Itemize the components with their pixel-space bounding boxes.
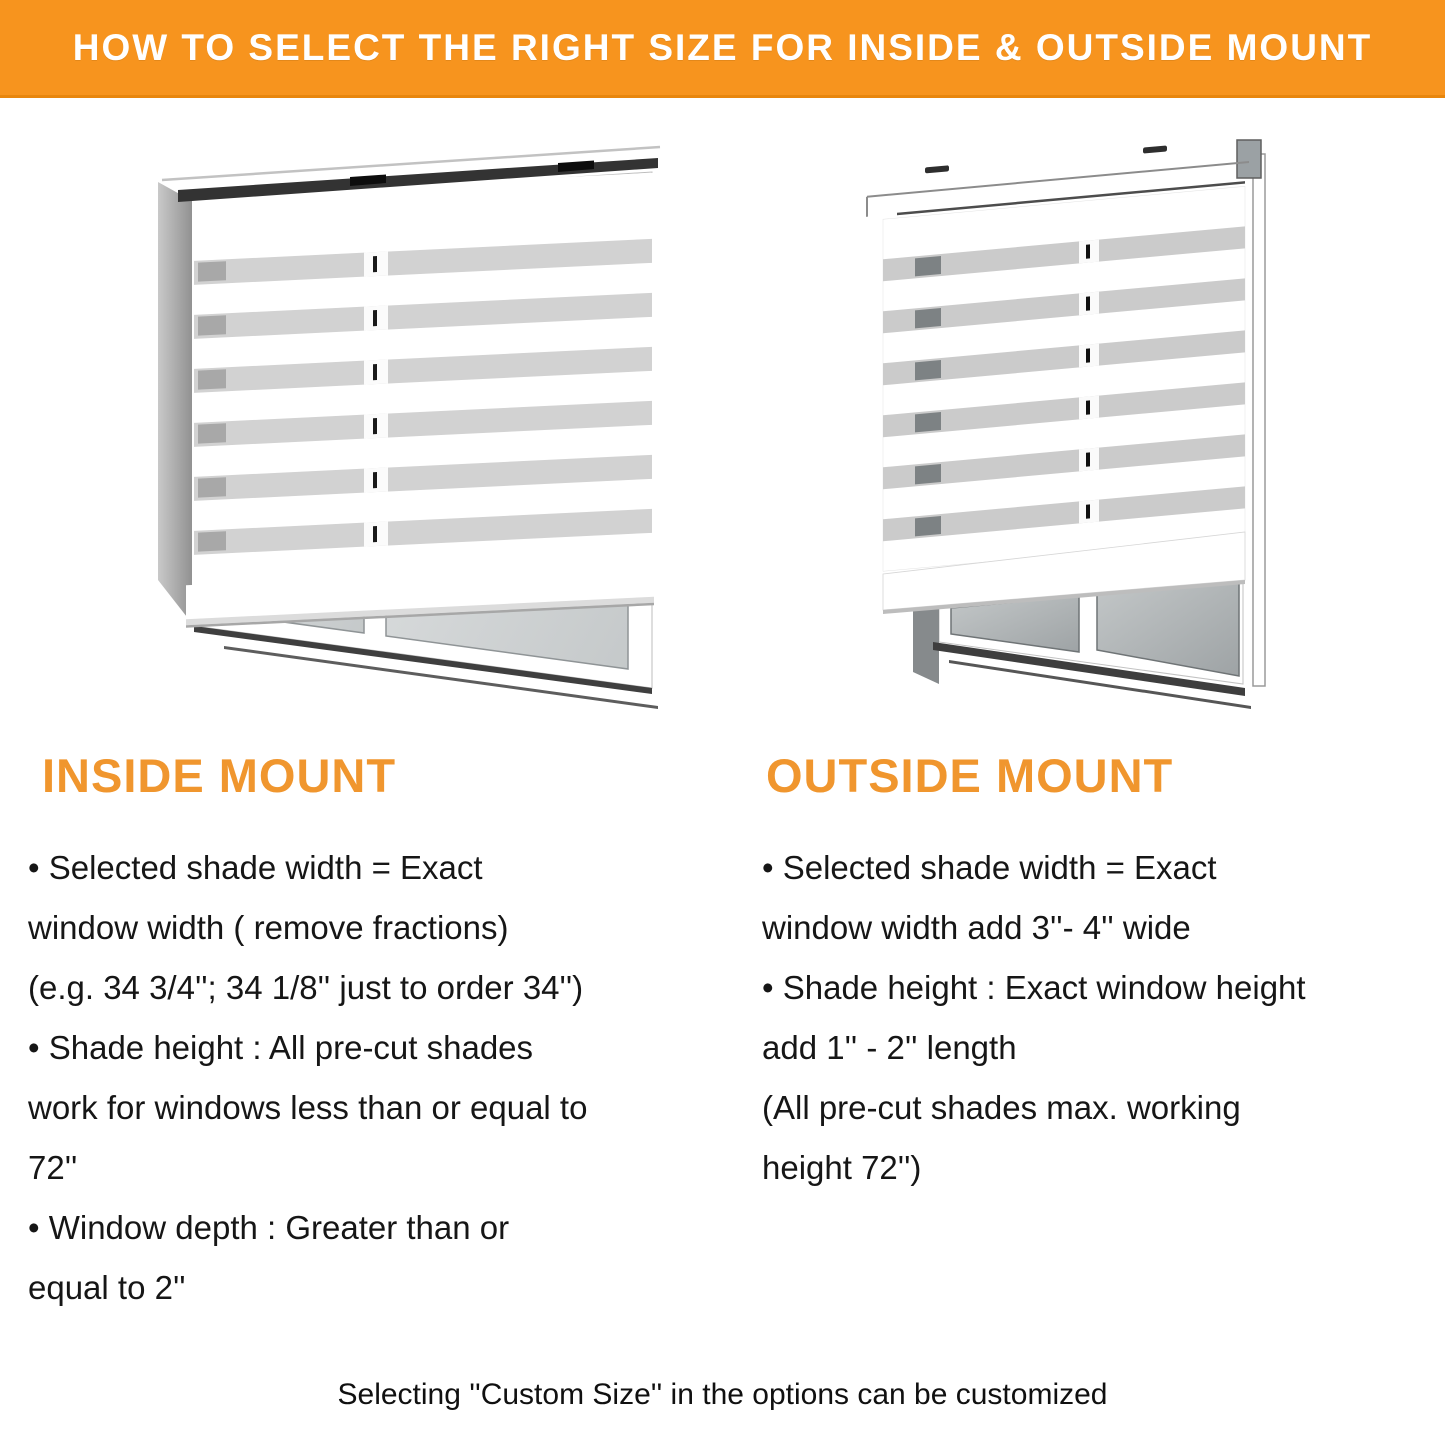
bullet-line: (All pre-cut shades max. working — [762, 1089, 1241, 1126]
bullet-line: • Selected shade width = Exact — [762, 849, 1217, 886]
bullet-line: height 72'') — [762, 1149, 922, 1186]
mounting-bracket — [1237, 140, 1261, 178]
zebra-shade — [186, 173, 654, 628]
zebra-shade — [883, 186, 1245, 571]
window-right-frame-rail — [1253, 154, 1265, 686]
bullet-line: equal to 2'' — [28, 1269, 186, 1306]
inside-mount-heading: INSIDE MOUNT — [42, 749, 397, 802]
page-title: HOW TO SELECT THE RIGHT SIZE FOR INSIDE & OUTSIDE MOUNT — [72, 26, 1373, 68]
bullet-line: (e.g. 34 3/4''; 34 1/8'' just to order 34'') — [28, 969, 584, 1006]
outside-mount-window-illustration — [853, 128, 1398, 746]
outside-mount-window-drawing — [853, 128, 1398, 746]
bullet-line: • Shade height : All pre-cut shades — [28, 1029, 534, 1066]
custom-size-note: Selecting ''Custom Size'' in the options can be customized — [337, 1378, 1108, 1411]
inside-mount-window-illustration — [128, 132, 673, 737]
bullet-line: add 1'' - 2'' length — [762, 1029, 1017, 1066]
window-left-jamb — [158, 182, 194, 626]
bullet-line: window width add 3''- 4'' wide — [762, 909, 1191, 946]
bullet-line: • Shade height : Exact window height — [762, 969, 1306, 1006]
bullet-line: 72'' — [28, 1149, 78, 1186]
inside-mount-instructions — [28, 838, 693, 1318]
outside-mount-instructions — [762, 838, 1437, 1198]
bullet-line: work for windows less than or equal to — [28, 1089, 588, 1126]
header-banner — [0, 0, 1445, 98]
bullet-line: • Window depth : Greater than or — [28, 1209, 510, 1246]
inside-mount-window-drawing — [128, 132, 673, 737]
bullet-line: window width ( remove fractions) — [28, 909, 509, 946]
outside-mount-heading: OUTSIDE MOUNT — [766, 749, 1174, 802]
bullet-line: • Selected shade width = Exact — [28, 849, 483, 886]
